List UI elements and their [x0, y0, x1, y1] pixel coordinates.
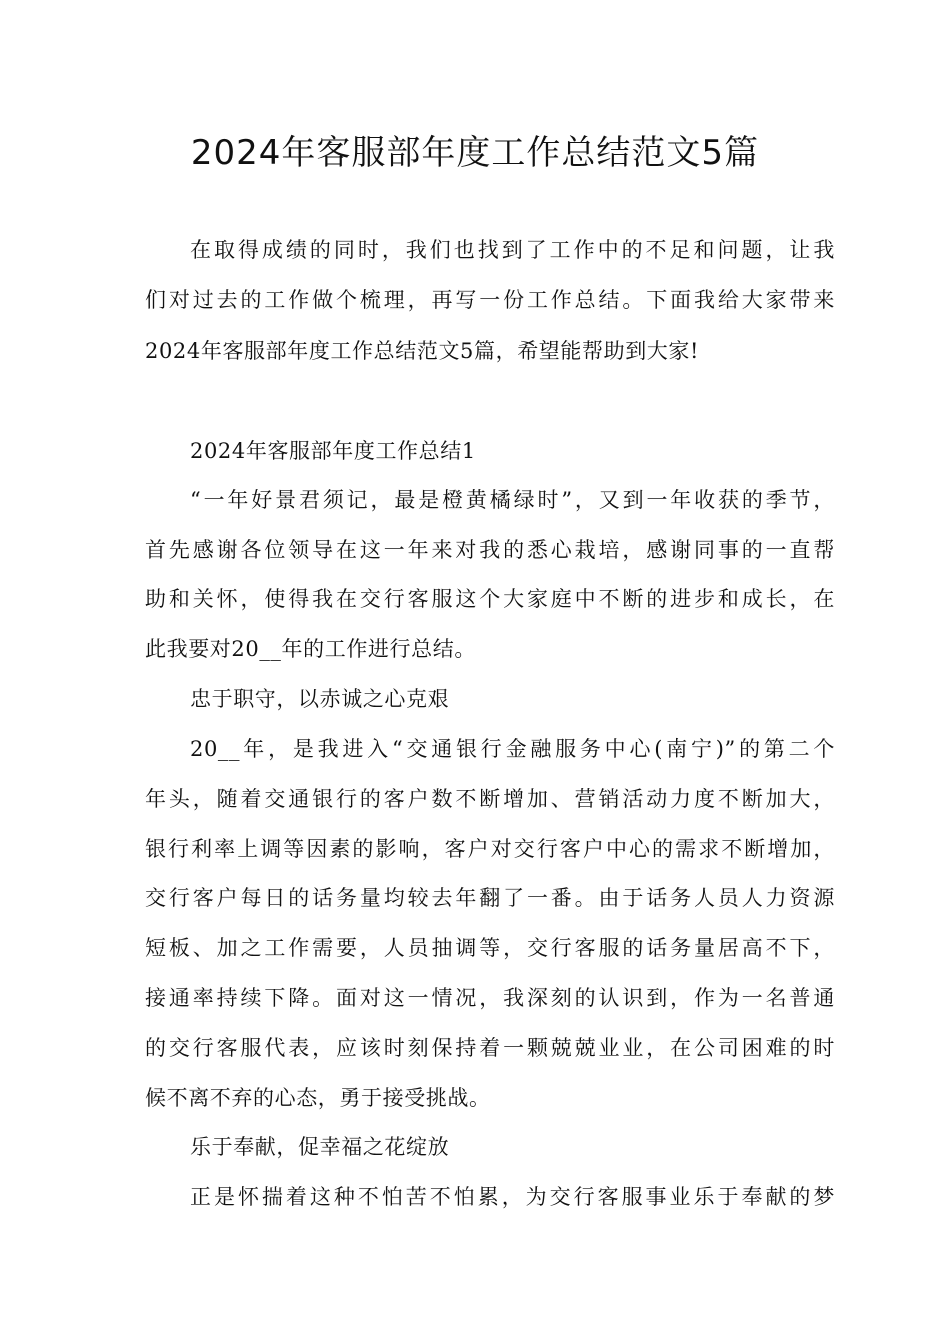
- paragraph-line: 候不离不弃的心态，勇于接受挑战。: [145, 1086, 491, 1110]
- paragraph-line: “一年好景君须记，最是橙黄橘绿时”，又到一年收获的季节，: [190, 488, 835, 512]
- paragraph-line: 银行利率上调等因素的影响，客户对交行客户中心的需求不断增加，: [145, 837, 835, 861]
- paragraph-line: 正是怀揣着这种不怕苦不怕累，为交行客服事业乐于奉献的梦: [190, 1185, 835, 1209]
- paragraph-line: 20__年，是我进入“交通银行金融服务中心(南宁)”的第二个: [190, 737, 835, 761]
- paragraph-line: 短板、加之工作需要，人员抽调等，交行客服的话务量居高不下，: [145, 936, 835, 960]
- section-heading-1: 2024年客服部年度工作总结1: [190, 439, 476, 463]
- paragraph-line: 此我要对20__年的工作进行总结。: [145, 637, 476, 661]
- intro-line-2: 们对过去的工作做个梳理，再写一份工作总结。下面我给大家带来: [145, 288, 835, 312]
- paragraph-line: 助和关怀，使得我在交行客服这个大家庭中不断的进步和成长，在: [145, 587, 835, 611]
- paragraph-line: 年头，随着交通银行的客户数不断增加、营销活动力度不断加大，: [145, 787, 835, 811]
- intro-line-3: 2024年客服部年度工作总结范文5篇，希望能帮助到大家!: [145, 339, 700, 363]
- intro-line-1: 在取得成绩的同时，我们也找到了工作中的不足和问题，让我: [190, 238, 835, 262]
- subheading-1: 忠于职守，以赤诚之心克艰: [190, 687, 450, 711]
- document-title: 2024年客服部年度工作总结范文5篇: [190, 133, 760, 173]
- subheading-2: 乐于奉献，促幸福之花绽放: [190, 1135, 450, 1159]
- paragraph-line: 的交行客服代表，应该时刻保持着一颗兢兢业业，在公司困难的时: [145, 1036, 835, 1060]
- paragraph-line: 接通率持续下降。面对这一情况，我深刻的认识到，作为一名普通: [145, 986, 835, 1010]
- paragraph-line: 首先感谢各位领导在这一年来对我的悉心栽培，感谢同事的一直帮: [145, 538, 835, 562]
- paragraph-line: 交行客户每日的话务量均较去年翻了一番。由于话务人员人力资源: [145, 886, 835, 910]
